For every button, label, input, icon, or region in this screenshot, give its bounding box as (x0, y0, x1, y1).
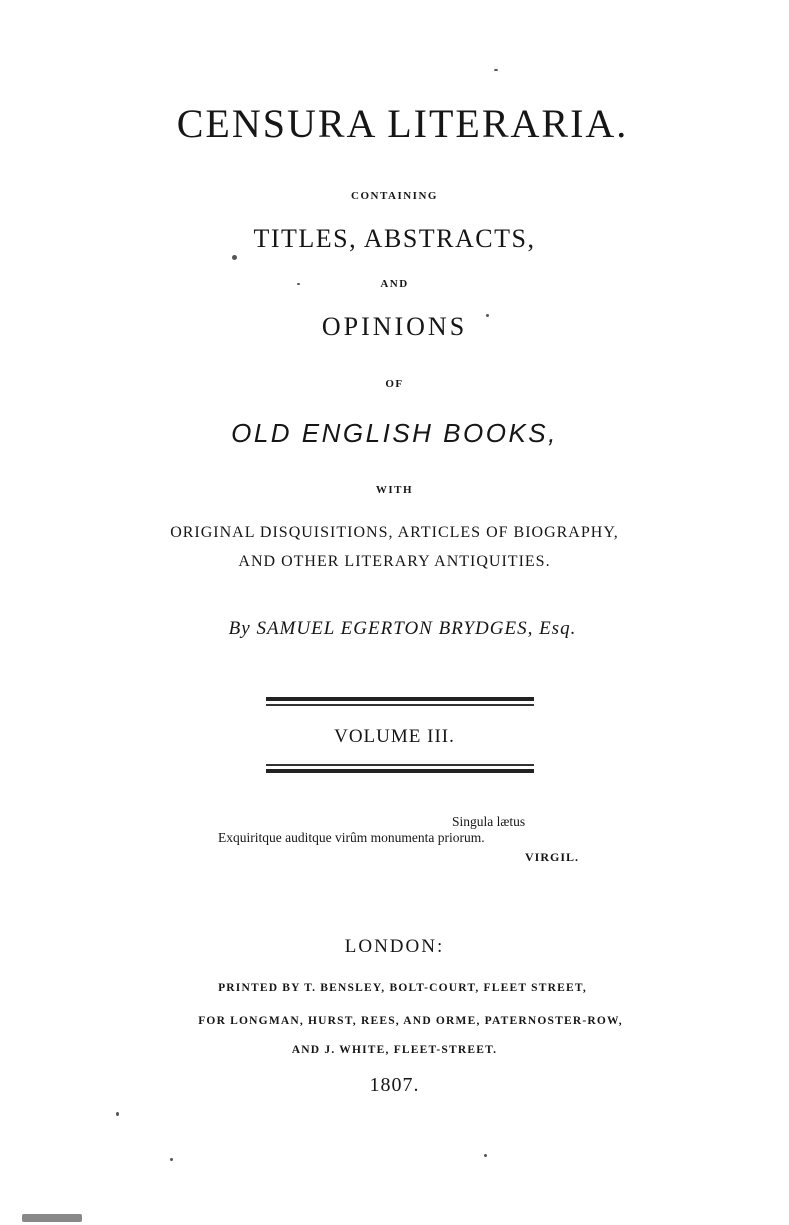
opinions-line: OPINIONS (321, 312, 468, 341)
book-title: CENSURA LITERARIA. (176, 101, 629, 146)
motto-line-1: Singula lætus (452, 814, 526, 829)
print-speck (494, 69, 498, 71)
print-speck (484, 1154, 487, 1157)
thick-rule-bottom (266, 769, 534, 773)
publication-year: 1807. (369, 1074, 420, 1096)
print-speck (22, 1214, 82, 1222)
titles-abstracts-line: TITLES, ABSTRACTS, (253, 224, 536, 253)
word-with: WITH (375, 484, 414, 496)
old-english-books-line: OLD ENGLISH BOOKS, (231, 418, 558, 448)
disquisitions-line-2: AND OTHER LITERARY ANTIQUITIES. (238, 553, 551, 570)
thin-rule-bottom (266, 764, 534, 766)
print-speck (232, 255, 237, 260)
print-speck (170, 1158, 173, 1161)
word-of: OF (385, 378, 404, 390)
place-of-publication: LONDON: (344, 936, 445, 957)
thin-rule-top (266, 704, 534, 706)
print-speck (116, 1112, 119, 1116)
thick-rule-top (266, 697, 534, 701)
imprint-printer: PRINTED BY T. BENSLEY, BOLT-COURT, FLEET STREET, (218, 982, 587, 994)
disquisitions-line-1: ORIGINAL DISQUISITIONS, ARTICLES OF BIOGRAPHY, (170, 524, 619, 541)
motto-attribution: VIRGIL. (525, 850, 580, 864)
imprint-bookseller: AND J. WHITE, FLEET-STREET. (291, 1044, 498, 1056)
imprint-publisher: FOR LONGMAN, HURST, REES, AND ORME, PATERNOSTER-ROW, (198, 1015, 623, 1027)
author-line: By SAMUEL EGERTON BRYDGES, Esq. (228, 618, 577, 639)
motto-line-2: Exquiritque auditque virûm monumenta priorum. (218, 830, 485, 845)
volume-label: VOLUME III. (334, 726, 455, 747)
word-containing: CONTAINING (351, 190, 438, 202)
print-speck (486, 314, 489, 317)
print-speck (297, 283, 300, 285)
word-and: AND (380, 278, 409, 290)
